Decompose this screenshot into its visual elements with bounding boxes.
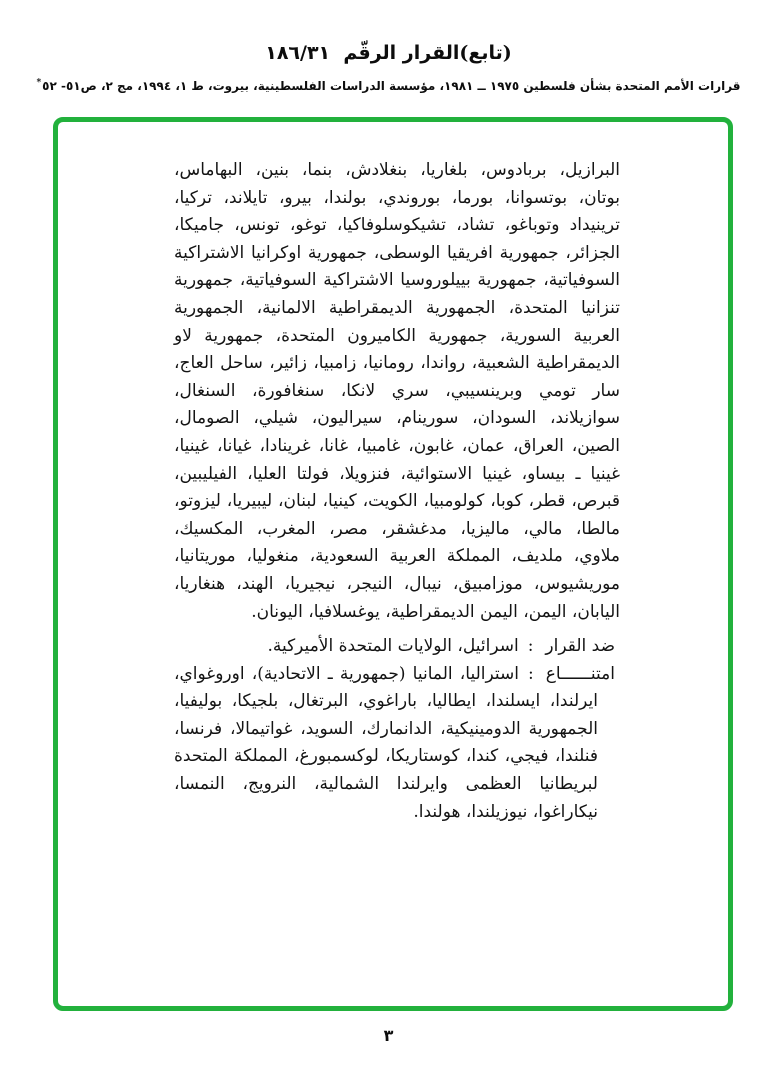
page-title: (تابع)القرار الرقّم ١٨٦/٣١ [265,42,512,64]
footnote-asterisk: * [36,78,42,88]
source-citation [0,78,777,93]
vote-abstain-label: امتنــــــاع [545,663,615,684]
source-citation-text: قرارات الأمم المتحدة بشأن فلسطين ١٩٧٥ ــ ١٩٨١، مؤسسة الدراسات الفلسطينية، بيروت، ط ١، ١٩٩٤، مج ٢، ص٥١- ٥٢ [42,79,741,93]
vote-against-countries: اسرائيل، الولايات المتحدة الأميركية. [267,636,519,657]
vote-abstain-countries: استراليا، المانيا (جمهورية ـ الاتحادية)، اوروغواي، ايرلندا، ايسلندا، ايطاليا، باراغوي، البرتغال، بلجيكا، بوليفيا، الجمهورية الدومينيكية، الدانمارك، السويد، غواتيمالا، فرنسا، فنلندا، فيجي، كندا، كوستاريكا، لوكسمبورغ، المملكة المتحدة لبريطانيا العظمى وايرلندا الشمالية، النرويج، النمسا، نيكاراغوا، نيوزيلندا، هولندا. [174,663,598,822]
body-text-block [174,157,620,826]
vote-abstain-row [174,661,620,827]
countries-in-favor-paragraph: البرازيل، بربادوس، بلغاريا، بنغلادش، بنما، بنين، البهاماس، بوتان، بوتسوانا، بورما، بوروندي، بولندا، بيرو، تايلاند، تركيا، ترينيداد وتوباغو، تشاد، تشيكوسلوفاكيا، توغو، تونس، جاميكا، الجزائر، جمهورية افريقيا الوسطى، جمهورية اوكرانيا الاشتراكية السوفياتية، جمهورية بييلوروسيا الاشتراكية السوفياتية، جمهورية تنزانيا المتحدة، الجمهورية الديمقراطية الالمانية، الجمهورية العربية السورية، جمهورية الكاميرون المتحدة، جمهورية لاو الديمقراطية الشعبية، رواندا، رومانيا، زامبيا، زائير، ساحل العاج، سار تومي وبرينسيبي، سري لانكا، سنغافورة، السنغال، سوازيلاند، السودان، سورينام، سيراليون، شيلي، الصومال، الصين، العراق، عمان، غابون، غامبيا، غانا، غرينادا، غيانا، غينيا، غينيا ـ بيساو، غينيا الاستوائية، فنزويلا، فولتا العليا، الفيليبين، قبرص، قطر، كوبا، كولومبيا، الكويت، كينيا، لبنان، ليبيريا، ليزوتو، مالطا، مالي، ماليزيا، مدغشقر، مصر، المغرب، المكسيك، ملاوي، ملديف، المملكة العربية السعودية، منغوليا، موريتانيا، موريشيوس، موزامبيق، نيبال، النيجر، نيجيريا، الهند، هنغاريا، اليابان، اليمن، اليمن الديمقراطية، يوغسلافيا، اليونان. [174,160,620,622]
vote-against-label: ضد القرار [545,636,615,657]
vote-against-row [174,633,620,661]
vote-abstain-colon: : [527,663,534,684]
vote-against-colon: : [527,636,534,657]
page-number: ٣ [383,1026,394,1045]
